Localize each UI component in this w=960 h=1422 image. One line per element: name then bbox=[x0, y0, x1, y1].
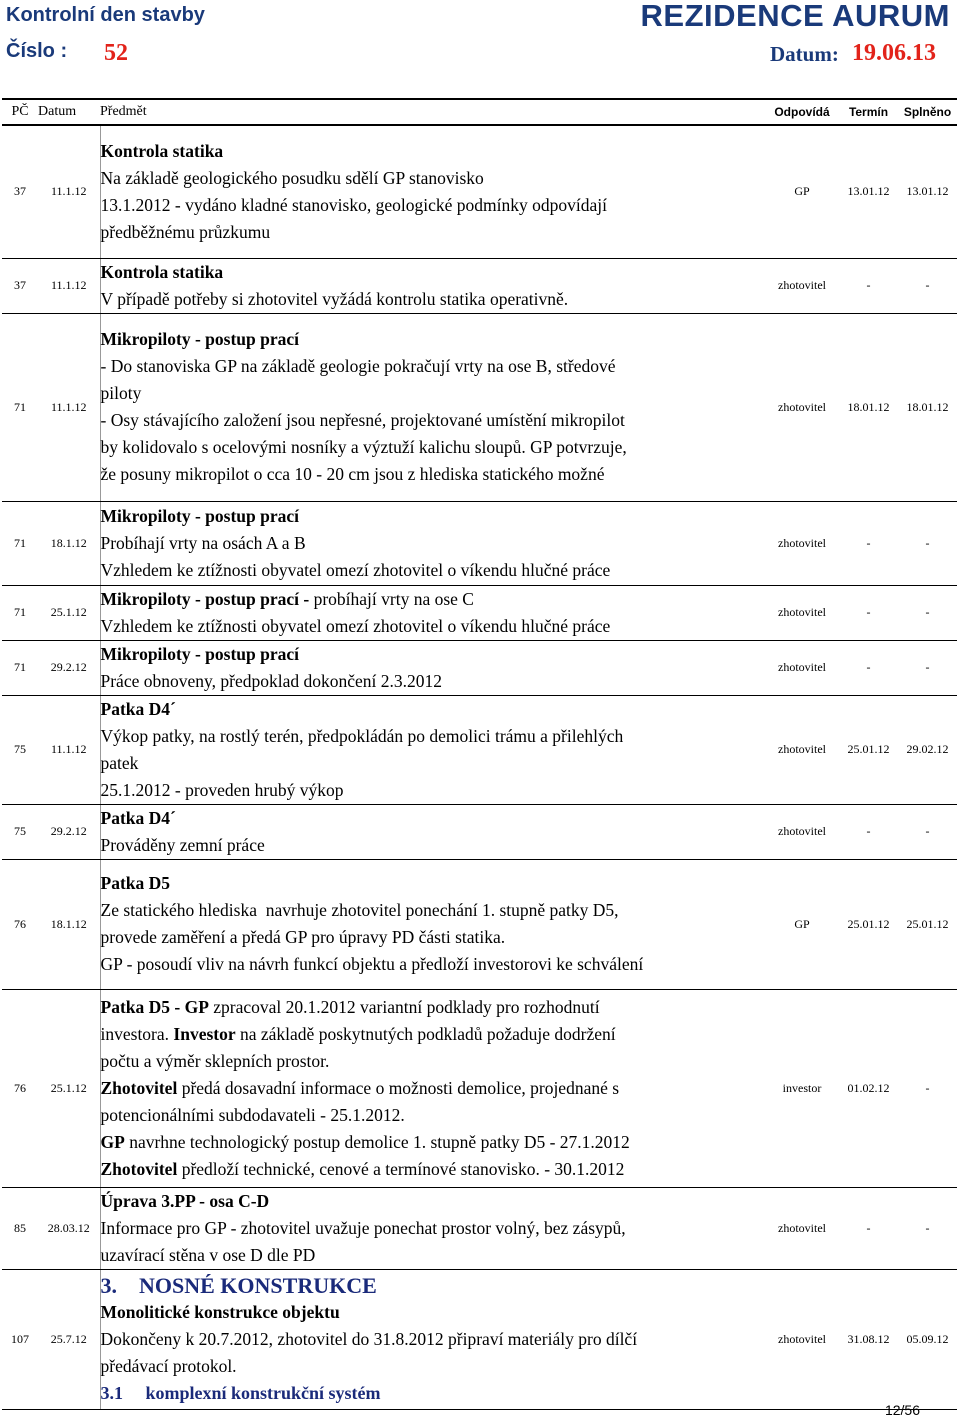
row-subject bbox=[100, 585, 765, 640]
row-subject bbox=[100, 1187, 765, 1269]
subject-bold-text: Mikropiloty - postup prací - bbox=[100, 588, 310, 609]
row-responsible: zhotovitel bbox=[765, 585, 839, 640]
subject-bold-text: Mikropiloty - postup prací bbox=[100, 505, 300, 526]
datum-label: Datum: bbox=[770, 42, 839, 66]
subject-line bbox=[101, 530, 766, 557]
row-deadline: - bbox=[839, 1187, 898, 1269]
subject-line bbox=[101, 192, 766, 219]
subject-line bbox=[101, 777, 766, 804]
row-completed: - bbox=[898, 501, 957, 585]
row-deadline: 25.01.12 bbox=[839, 859, 898, 989]
subject-text: Vzhledem ke ztížnosti obyvatel omezí zhotovitel o víkendu hlučné práce bbox=[100, 559, 611, 580]
subject-text: Informace pro GP - zhotovitel uvažuje ponechat prostor volný, bez zásypů, bbox=[100, 1217, 626, 1238]
row-responsible: zhotovitel bbox=[765, 1187, 839, 1269]
row-responsible: zhotovitel bbox=[765, 1269, 839, 1409]
table-row bbox=[2, 859, 957, 989]
subject-line bbox=[101, 1075, 766, 1102]
subject-text: GP - posoudí vliv na návrh funkcí objektu a předloží investorovi ke schválení bbox=[100, 954, 644, 974]
row-subject bbox=[100, 640, 765, 695]
row-pc: 37 bbox=[2, 125, 38, 258]
row-completed: 13.01.12 bbox=[898, 125, 957, 258]
subject-bold-text: Zhotovitel bbox=[100, 1077, 178, 1098]
subject-line bbox=[101, 1299, 766, 1326]
subject-line bbox=[101, 380, 766, 407]
subject-text: Výkop patky, na rostlý terén, předpokládán po demolici trámu a přilehlých bbox=[100, 725, 624, 746]
subject-line bbox=[101, 641, 766, 668]
subject-bold-text: GP bbox=[100, 1131, 125, 1152]
project-name: REZIDENCE AURUM bbox=[640, 0, 950, 33]
table-header-row bbox=[2, 99, 957, 125]
row-subject bbox=[100, 859, 765, 989]
subject-line bbox=[101, 870, 766, 897]
row-subject bbox=[100, 501, 765, 585]
subject-line bbox=[101, 461, 766, 488]
subject-line bbox=[101, 1242, 766, 1269]
row-completed: 18.01.12 bbox=[898, 313, 957, 501]
table-row bbox=[2, 1269, 957, 1409]
row-deadline: 25.01.12 bbox=[839, 695, 898, 804]
row-pc: 75 bbox=[2, 804, 38, 859]
row-date: 25.1.12 bbox=[38, 989, 100, 1187]
datum-value: 19.06.13 bbox=[852, 40, 936, 66]
subject-text: investora. bbox=[100, 1023, 174, 1044]
row-responsible: zhotovitel bbox=[765, 501, 839, 585]
subject-text: předloží technické, cenové a termínové stanovisko. - 30.1.2012 bbox=[177, 1158, 625, 1179]
subject-line bbox=[101, 994, 766, 1021]
row-subject bbox=[100, 125, 765, 258]
row-date: 11.1.12 bbox=[38, 258, 100, 313]
subject-line bbox=[101, 353, 766, 380]
subject-text: Prováděny zemní práce bbox=[100, 834, 265, 855]
subject-text: - Do stanoviska GP na základě geologie pokračují vrty na ose B, středové bbox=[100, 356, 616, 376]
table-row bbox=[2, 1187, 957, 1269]
row-pc: 85 bbox=[2, 1187, 38, 1269]
subject-text: na základě poskytnutých podkladů požaduje dodržení bbox=[235, 1023, 616, 1044]
row-date: 25.7.12 bbox=[38, 1269, 100, 1409]
subject-text: Práce obnoveny, předpoklad dokončení 2.3.2012 bbox=[100, 670, 442, 691]
subject-line bbox=[101, 1129, 766, 1156]
subject-text: probíhají vrty na ose C bbox=[309, 588, 474, 609]
column-header-termin: Termín bbox=[839, 99, 898, 125]
row-completed: - bbox=[898, 258, 957, 313]
row-completed: 25.01.12 bbox=[898, 859, 957, 989]
row-subject bbox=[100, 1269, 765, 1409]
table-row bbox=[2, 258, 957, 313]
subject-bold-text: Mikropiloty - postup prací bbox=[100, 329, 300, 349]
subject-text: piloty bbox=[100, 383, 142, 403]
row-pc: 76 bbox=[2, 859, 38, 989]
subject-line bbox=[101, 259, 766, 286]
subject-line bbox=[101, 897, 766, 924]
subject-bold-text: Zhotovitel bbox=[100, 1158, 178, 1179]
subsection-heading: 3.1 komplexní konstrukční systém bbox=[100, 1382, 381, 1403]
subject-line bbox=[101, 723, 766, 750]
row-responsible: GP bbox=[765, 859, 839, 989]
subject-line bbox=[101, 951, 766, 978]
cislo-value: 52 bbox=[104, 40, 128, 66]
table-row bbox=[2, 804, 957, 859]
row-pc: 107 bbox=[2, 1269, 38, 1409]
subject-text: uzavírací stěna v ose D dle PD bbox=[100, 1244, 316, 1265]
column-header-splneno: Splněno bbox=[898, 99, 957, 125]
row-date: 25.1.12 bbox=[38, 585, 100, 640]
row-subject bbox=[100, 313, 765, 501]
subject-text: Ze statického hlediska navrhuje zhotovitel ponechání 1. stupně patky D5, bbox=[100, 900, 619, 920]
subject-line bbox=[101, 613, 766, 640]
subject-line bbox=[101, 1188, 766, 1215]
subject-text: Vzhledem ke ztížnosti obyvatel omezí zhotovitel o víkendu hlučné práce bbox=[100, 615, 611, 636]
subject-line bbox=[101, 1048, 766, 1075]
page-number: 12/56 bbox=[884, 1402, 920, 1418]
subject-line bbox=[101, 219, 766, 246]
table-row bbox=[2, 989, 957, 1187]
subject-line bbox=[101, 503, 766, 530]
table-row bbox=[2, 585, 957, 640]
row-pc: 75 bbox=[2, 695, 38, 804]
row-completed: - bbox=[898, 1187, 957, 1269]
document-title: Kontrolní den stavby bbox=[6, 4, 205, 26]
row-date: 29.2.12 bbox=[38, 804, 100, 859]
table-row bbox=[2, 695, 957, 804]
row-deadline: - bbox=[839, 640, 898, 695]
subject-line bbox=[101, 407, 766, 434]
column-header-pc: PČ bbox=[2, 99, 38, 125]
row-subject bbox=[100, 804, 765, 859]
subject-bold-text: Úprava 3.PP - osa C-D bbox=[100, 1190, 270, 1211]
column-header-predmet: Předmět bbox=[100, 99, 765, 125]
table-row bbox=[2, 501, 957, 585]
row-date: 28.03.12 bbox=[38, 1187, 100, 1269]
subject-line bbox=[101, 1156, 766, 1183]
row-responsible: zhotovitel bbox=[765, 804, 839, 859]
subject-line bbox=[101, 326, 766, 353]
row-deadline: 31.08.12 bbox=[839, 1269, 898, 1409]
row-completed: - bbox=[898, 585, 957, 640]
subject-text: že posuny mikropilot o cca 10 - 20 cm jsou z hlediska statického možné bbox=[100, 464, 605, 484]
row-responsible: GP bbox=[765, 125, 839, 258]
row-responsible: zhotovitel bbox=[765, 258, 839, 313]
subject-text: 25.1.2012 - proveden hrubý výkop bbox=[100, 779, 344, 800]
row-completed: 05.09.12 bbox=[898, 1269, 957, 1409]
row-date: 11.1.12 bbox=[38, 125, 100, 258]
row-responsible: investor bbox=[765, 989, 839, 1187]
row-completed: - bbox=[898, 640, 957, 695]
row-deadline: 18.01.12 bbox=[839, 313, 898, 501]
subject-text: potencionálními subdodavateli - 25.1.2012. bbox=[100, 1104, 405, 1125]
subject-line bbox=[101, 1102, 766, 1129]
row-pc: 71 bbox=[2, 313, 38, 501]
row-subject bbox=[100, 695, 765, 804]
subject-line bbox=[101, 924, 766, 951]
subject-line bbox=[101, 1215, 766, 1242]
subject-line bbox=[101, 165, 766, 192]
subject-line bbox=[101, 286, 766, 313]
subject-bold-text: Mikropiloty - postup prací bbox=[100, 643, 300, 664]
row-responsible: zhotovitel bbox=[765, 640, 839, 695]
subject-bold-text: Kontrola statika bbox=[100, 140, 224, 161]
subject-bold-text: Patka D5 - GP bbox=[100, 996, 209, 1017]
row-pc: 71 bbox=[2, 585, 38, 640]
row-completed: 29.02.12 bbox=[898, 695, 957, 804]
subject-text: Probíhají vrty na osách A a B bbox=[100, 532, 306, 553]
subject-text: předávací protokol. bbox=[100, 1355, 237, 1376]
cislo-label: Číslo : bbox=[6, 40, 68, 62]
row-subject bbox=[100, 989, 765, 1187]
subject-line bbox=[101, 1326, 766, 1353]
row-subject bbox=[100, 258, 765, 313]
subject-text: předá dosavadní informace o možnosti demolice, projednané s bbox=[177, 1077, 620, 1098]
row-pc: 71 bbox=[2, 501, 38, 585]
subject-line bbox=[101, 805, 766, 832]
subject-text: patek bbox=[100, 752, 139, 773]
table-row bbox=[2, 313, 957, 501]
row-completed: - bbox=[898, 989, 957, 1187]
subject-text: - Osy stávajícího založení jsou nepřesné, projektované umístění mikropilot bbox=[100, 410, 625, 430]
row-deadline: - bbox=[839, 585, 898, 640]
subject-text: počtu a výměr sklepních prostor. bbox=[100, 1050, 330, 1071]
row-pc: 76 bbox=[2, 989, 38, 1187]
subject-bold-text: Monolitické konstrukce objektu bbox=[100, 1301, 340, 1322]
row-date: 11.1.12 bbox=[38, 695, 100, 804]
subject-line bbox=[101, 1021, 766, 1048]
section-heading: 3. NOSNÉ KONSTRUKCE bbox=[100, 1272, 377, 1298]
subject-bold-text: Patka D4´ bbox=[100, 698, 176, 719]
subject-bold-text: Patka D5 bbox=[100, 873, 171, 893]
subject-text: navrhne technologický postup demolice 1. stupně patky D5 - 27.1.2012 bbox=[124, 1131, 630, 1152]
row-date: 11.1.12 bbox=[38, 313, 100, 501]
subject-text: Na základě geologického posudku sdělí GP stanovisko bbox=[100, 167, 484, 188]
row-deadline: 01.02.12 bbox=[839, 989, 898, 1187]
table-body bbox=[2, 125, 957, 1409]
subject-text: provede zaměření a předá GP pro úpravy PD části statika. bbox=[100, 927, 506, 947]
subject-text: by kolidovalo s ocelovými nosníky a výztuží kalichu sloupů. GP potvrzuje, bbox=[100, 437, 627, 457]
column-header-odpovida: Odpovídá bbox=[765, 99, 839, 125]
row-deadline: - bbox=[839, 501, 898, 585]
row-responsible: zhotovitel bbox=[765, 695, 839, 804]
row-deadline: - bbox=[839, 258, 898, 313]
subject-bold-text: Patka D4´ bbox=[100, 807, 176, 828]
subject-text: předběžnému průzkumu bbox=[100, 221, 271, 242]
table-row bbox=[2, 640, 957, 695]
column-header-datum: Datum bbox=[38, 99, 100, 125]
table-row bbox=[2, 125, 957, 258]
subject-text: Dokončeny k 20.7.2012, zhotovitel do 31.8.2012 připraví materiály pro dílčí bbox=[100, 1328, 638, 1349]
row-pc: 71 bbox=[2, 640, 38, 695]
row-deadline: 13.01.12 bbox=[839, 125, 898, 258]
subject-line bbox=[101, 696, 766, 723]
row-date: 29.2.12 bbox=[38, 640, 100, 695]
row-pc: 37 bbox=[2, 258, 38, 313]
meeting-log-table bbox=[2, 98, 957, 1410]
row-responsible: zhotovitel bbox=[765, 313, 839, 501]
subject-line bbox=[101, 1353, 766, 1380]
subject-line bbox=[101, 586, 766, 613]
subject-line bbox=[101, 750, 766, 777]
subject-text: V případě potřeby si zhotovitel vyžádá kontrolu statika operativně. bbox=[100, 288, 569, 309]
subject-line bbox=[101, 557, 766, 584]
row-completed: - bbox=[898, 804, 957, 859]
subject-line bbox=[101, 138, 766, 165]
row-date: 18.1.12 bbox=[38, 859, 100, 989]
row-deadline: - bbox=[839, 804, 898, 859]
subject-line bbox=[101, 434, 766, 461]
subject-text: 13.1.2012 - vydáno kladné stanovisko, geologické podmínky odpovídají bbox=[100, 194, 607, 215]
subject-bold-text: Kontrola statika bbox=[100, 261, 224, 282]
subject-line bbox=[101, 832, 766, 859]
subject-bold-text: Investor bbox=[173, 1023, 236, 1044]
subject-line bbox=[101, 668, 766, 695]
subject-text: zpracoval 20.1.2012 variantní podklady pro rozhodnutí bbox=[208, 996, 600, 1017]
row-date: 18.1.12 bbox=[38, 501, 100, 585]
